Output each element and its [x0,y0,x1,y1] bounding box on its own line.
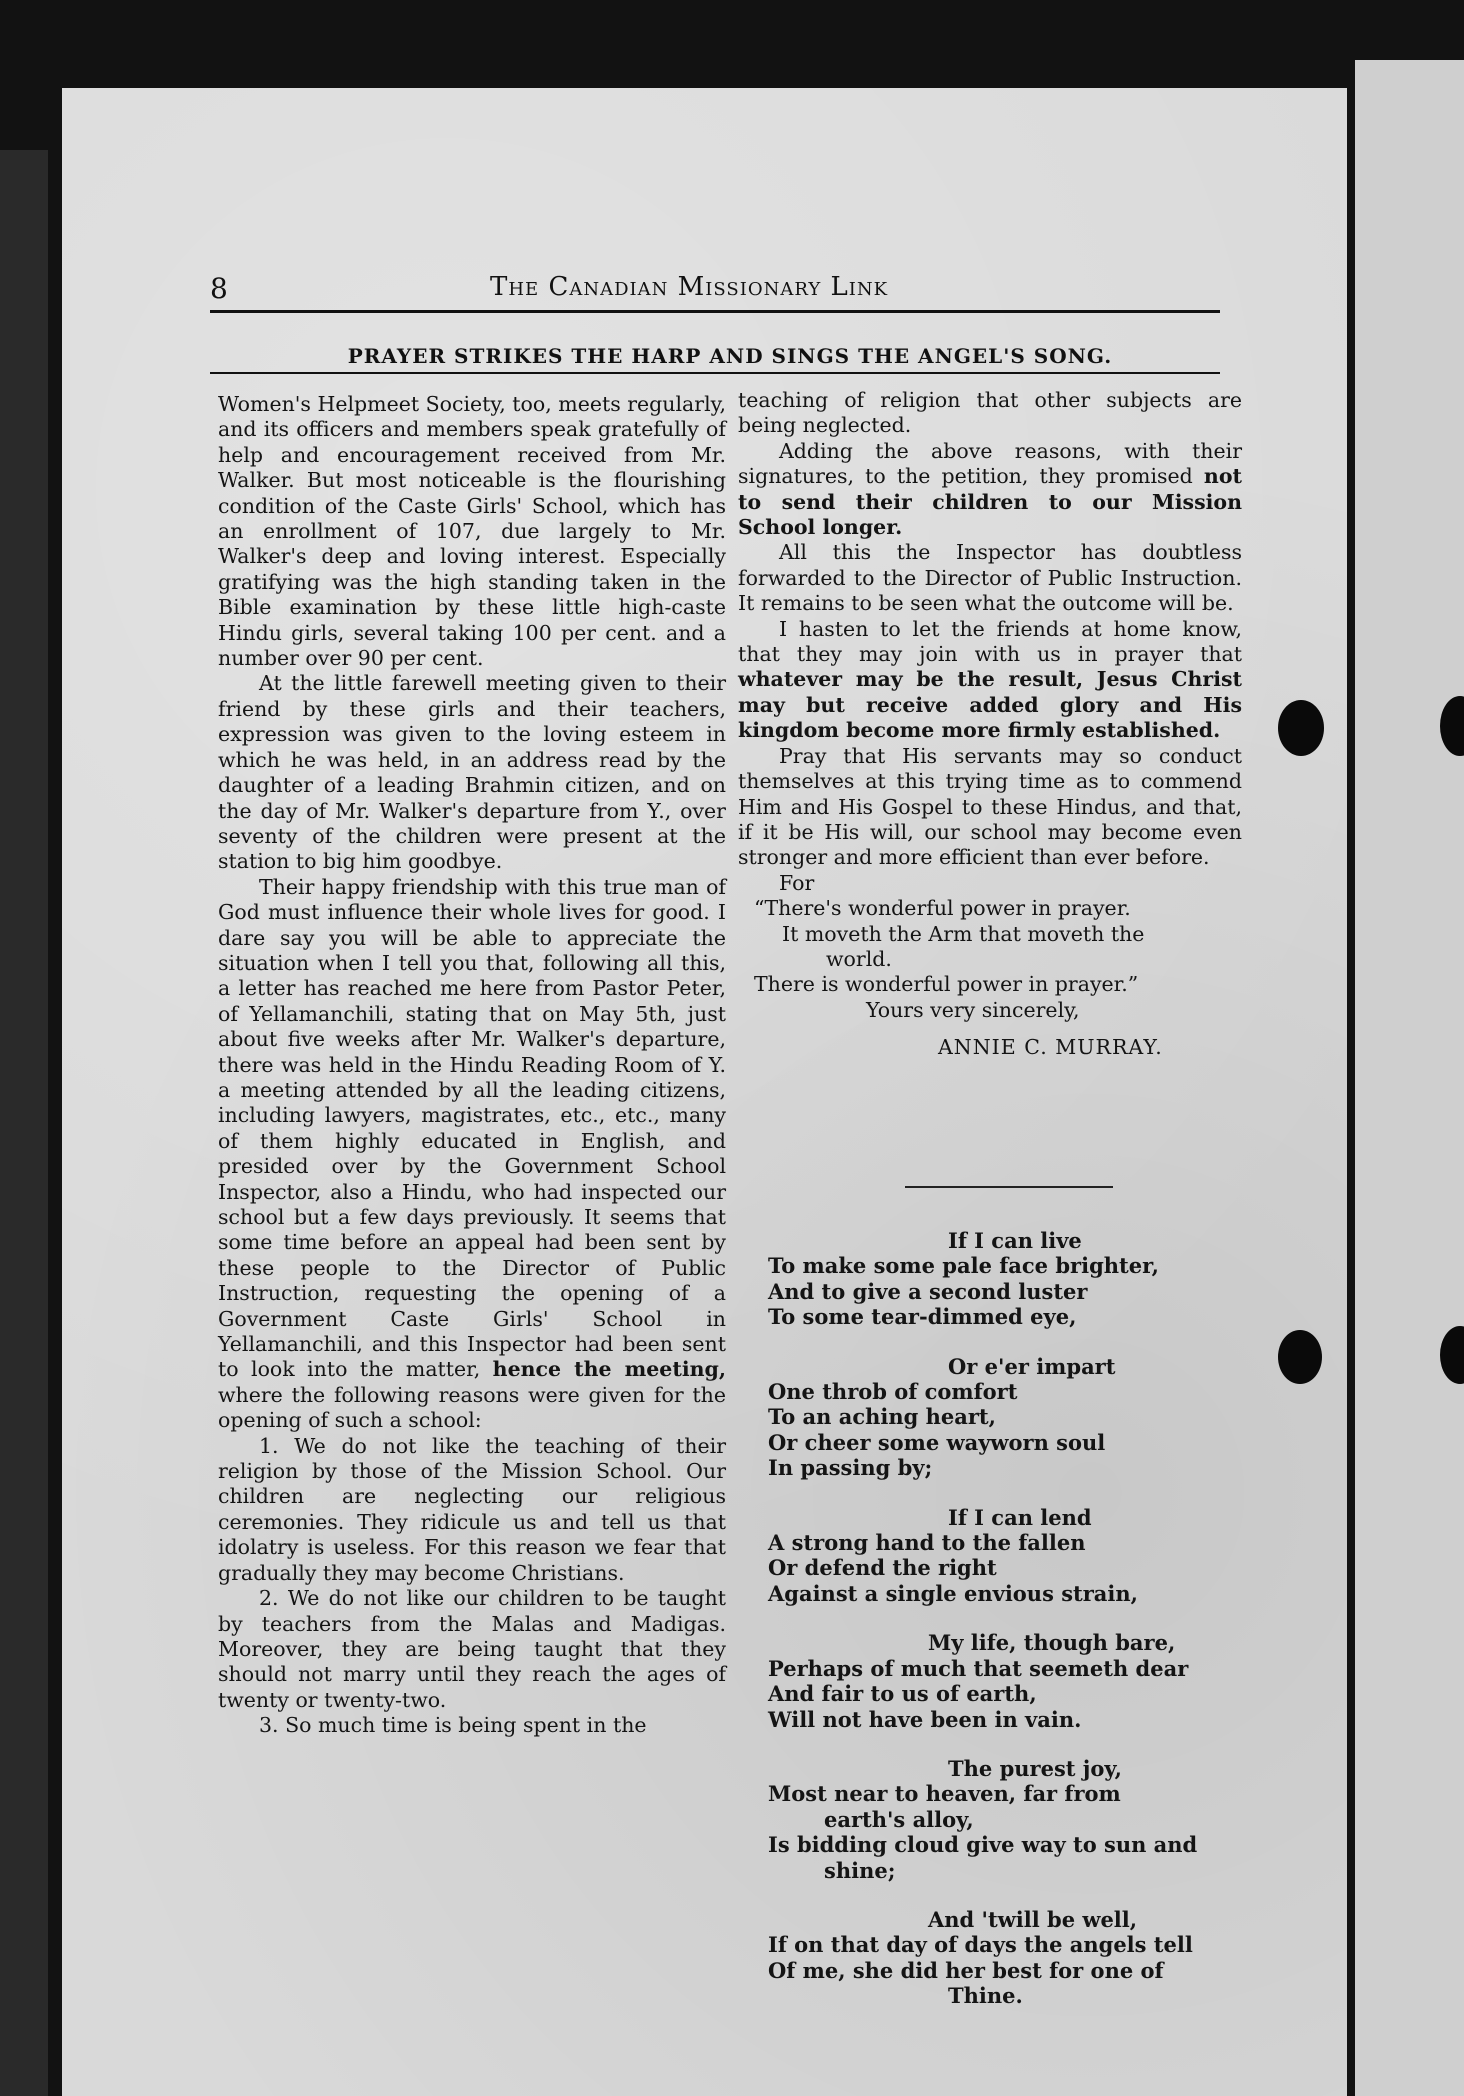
poem-line: My life, though bare, [928,1630,1176,1656]
stanza [768,1354,1288,1481]
motto-rule [210,372,1220,374]
poem-line: Will not have been in vain. [768,1706,1082,1732]
running-title: The Canadian Missionary Link [490,272,889,302]
poem-line: Of me, she did her best for one of [768,1957,1164,1983]
text-run: where the following reasons were given for the opening of such a school: [218,1382,726,1433]
poem [768,1228,1288,2033]
verse-line: “There's wonderful power in prayer. [754,896,1131,921]
poem-line: And to give a second luster [768,1278,1088,1304]
left-page-edge [0,150,48,2096]
stanza [768,1907,1288,2009]
bold-text: hence the meeting, [492,1357,726,1382]
quoted-verse [738,896,1242,998]
signature: ANNIE C. MURRAY. [938,1035,1163,1060]
text-run: I hasten to let the friends at home know, that they may join with us in prayer that [738,616,1242,667]
paragraph: Pray that His servants may so conduct themselves at this trying time as to commend Him and His Gospel to these Hindus, and that, if it be His will, our school may become even stronger and more efficient than ever before. [738,743,1242,870]
poem-line: Or cheer some wayworn soul [768,1429,1106,1455]
paragraph: teaching of religion that other subjects are being neglected. [738,388,1242,438]
reason-item: 2. We do not like our children to be taught by teachers from the Malas and Madigas. Moreover, they are being taught that they should not marry until they reach the ages of twenty or twenty-two. [218,1586,726,1712]
left-column [218,392,726,1739]
poem-line: To an aching heart, [768,1404,996,1430]
paragraph: For [779,870,815,895]
poem-line: The purest joy, [948,1755,1122,1781]
page-number: 8 [210,272,228,305]
poem-line: earth's alloy, [824,1806,974,1832]
poem-line: shine; [824,1857,896,1883]
paragraph [738,439,1242,541]
reason-item: 3. So much time is being spent in the [259,1713,647,1738]
stanza [768,1505,1288,1607]
header-rule [210,310,1220,313]
verse-line: world. [826,946,892,971]
reason-item: 1. We do not like the teaching of their religion by those of the Mission School. Our children are neglecting our religious ceremonies. They ridicule us and tell us that idolatry is useless. For this reason we fear that gradually they may become Christians. [218,1433,726,1585]
poem-line: To make some pale face brighter, [768,1253,1159,1279]
verse-line: It moveth the Arm that moveth the [782,921,1145,946]
paragraph [738,617,1242,744]
stanza [768,1630,1288,1732]
letter-closing: Yours very sincerely, [866,997,1080,1022]
binder-hole-left-1 [1278,700,1324,756]
page-motto: PRAYER STRIKES THE HARP AND SINGS THE ANGEL'S SONG. [347,344,1113,368]
verse-line: There is wonderful power in prayer.” [754,972,1139,997]
poem-line: One throb of comfort [768,1379,1018,1405]
page-header [210,272,1220,308]
poem-line: If I can live [948,1228,1082,1253]
poem-line: Most near to heaven, far from [768,1781,1121,1807]
text-run: Adding the above reasons, with their signatures, to the petition, they promised [738,438,1242,489]
poem-line: Perhaps of much that seemeth dear [768,1655,1189,1681]
paragraph: At the little farewell meeting given to their friend by these girls and their teachers, expression was given to the loving esteem in which he was held, in an address read by the daughter of a leading Brahmin citizen, and on the day of Mr. Walker's departure from Y., over seventy of the children were present at the station to big him goodbye. [218,671,726,874]
bold-text: not to send their children to our Mission School longer. [738,464,1242,540]
poem-line: To some tear-dimmed eye, [768,1304,1077,1330]
poem-line: If on that day of days the angels tell [768,1932,1193,1958]
poem-line: And fair to us of earth, [768,1681,1037,1707]
bold-text: whatever may be the result, Jesus Christ may but receive added glory and His kingdom become more firmly established. [738,667,1242,743]
poem-line: Or e'er impart [948,1353,1116,1379]
poem-line: Is bidding cloud give way to sun and [768,1832,1198,1858]
poem-line: A strong hand to the fallen [768,1530,1086,1556]
text-run: Their happy friendship with this true man of God must influence their whole lives for good. I dare say you will be able to appreciate the situation when I tell you that, following all this, a letter has reached me here from Pastor Peter, of Yellamanchili, stating that on May 5th, just about five weeks after Mr. Walker's departure, there was held in the Hindu Reading Room of Y. a meeting attended by all the leading citizens, including lawyers, magistrates, etc., etc., many of them highly educated in English, and presided over by the Government School Inspector, also a Hindu, who had inspected our school but a few days previously. It seems that some time before an appeal had been sent by these people to the Director of Public Instruction, requesting the opening of a Government Caste Girls' School in Yellamanchili, and this Inspector had been sent to look into the matter, [218,874,726,1382]
facing-page-edge [1355,60,1464,2096]
paragraph [218,875,726,1434]
poem-line: Thine. [948,1983,1023,2009]
poem-line: Against a single envious strain, [768,1580,1138,1606]
stanza [768,1228,1288,1330]
poem-line: If I can lend [948,1504,1092,1530]
paragraph: Women's Helpmeet Society, too, meets regularly, and its officers and members speak gratefully of help and encouragement received from Mr. Walker. But most noticeable is the flourishing condition of the Caste Girls' School, which has an enrollment of 107, due largely to Mr. Walker's deep and loving interest. Especially gratifying was the high standing taken in the Bible examination by these little high-caste Hindu girls, several taking 100 per cent. and a number over 90 per cent. [218,392,726,671]
poem-line: Or defend the right [768,1555,997,1581]
section-divider [905,1186,1113,1188]
paragraph: All this the Inspector has doubtless forwarded to the Director of Public Instruction. It remains to be seen what the outcome will be. [738,540,1242,616]
right-column [738,388,1242,1061]
stanza [768,1756,1288,1883]
poem-line: In passing by; [768,1455,933,1481]
poem-line: And 'twill be well, [928,1906,1138,1932]
